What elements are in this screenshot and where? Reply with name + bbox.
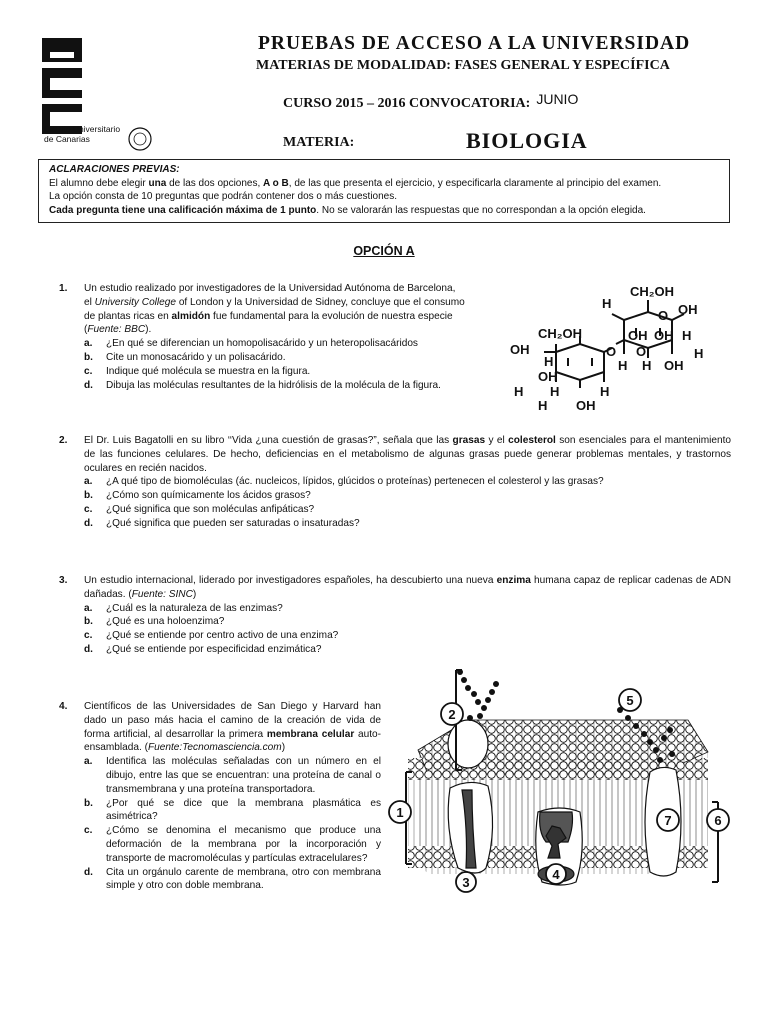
q1-text-line-1: Un estudio realizado por investigadores de la Universidad Autónoma de Barcelona, (84, 283, 456, 294)
course-label: CURSO 2015 – 2016 CONVOCATORIA: (283, 96, 531, 111)
course-line (283, 91, 579, 112)
q3-text: Un estudio internacional, liderado por investigadores españoles, ha descubierto una nueva enzima humana capaz de replicar cadenas de ADN dañadas. (Fuente: SINC) (84, 575, 731, 600)
molecule-label: H (514, 384, 524, 399)
molecule-label: H (694, 346, 704, 361)
molecule-label: H (602, 296, 612, 311)
seal-icon (129, 128, 151, 150)
molecule-label: OH (678, 302, 698, 317)
question-4 (59, 700, 381, 893)
q1-item-c: c. Indique qué molécula se muestra en la figura. (84, 365, 311, 377)
molecule-label: H (538, 398, 548, 413)
duc-logo (40, 38, 160, 158)
membrane-label-4: 4 (552, 867, 560, 882)
molecule-label: H (600, 384, 610, 399)
q1-text-line-2: el University College of London y la Universidad de Sidney, concluye que el consumo (84, 296, 465, 308)
notes-line-1: El alumno debe elegir una de las dos opciones, A o B, de las que presenta el ejercicio, y especificarla claramente al principio del examen. (49, 177, 662, 189)
molecule-label: H (550, 384, 560, 399)
molecule-label: O (606, 344, 617, 359)
materia-label: MATERIA: (283, 135, 355, 150)
membrane-label-3: 3 (462, 875, 470, 890)
membrane-label-1: 1 (396, 805, 404, 820)
disaccharide-figure (506, 278, 728, 418)
molecule-label: H (682, 328, 692, 343)
q3-item-d: d. ¿Qué se entiende por especificidad enzimática? (84, 643, 322, 655)
question-3 (59, 574, 731, 657)
q3-item-c: c. ¿Qué se entiende por centro activo de una enzima? (84, 630, 339, 642)
convocatoria-value: JUNIO (536, 91, 579, 107)
q2-item-a: a. ¿A qué tipo de biomoléculas (ác. nucleicos, lípidos, glúcidos o proteínas) pertenecen el colesterol y las grasas? (84, 476, 604, 488)
molecule-label: OH (664, 358, 684, 373)
option-a-title: OPCIÓN A (353, 244, 415, 258)
q4-item-d: d. Cita un orgánulo carente de membrana, otro con membrana simple y otro con doble membrana. (84, 866, 381, 892)
exam-subtitle: MATERIAS DE MODALIDAD: FASES GENERAL Y ESPECÍFICA (256, 58, 670, 73)
q2-item-d: d. ¿Qué significa que pueden ser saturadas o insaturadas? (84, 517, 360, 529)
q4-text: Científicos de las Universidades de San Diego y Harvard han dado un paso más hacia el camino de la creación de vida de forma artificial, al desarrollar la primera membrana celular auto-ensamblada. (Fuente:Tecnomasciencia.com) (84, 701, 382, 754)
molecule-label: OH (538, 369, 558, 384)
q2-text: El Dr. Luis Bagatolli en su libro ‘‘Vida ¿una cuestión de grasas?”, señala que las grasas y el colesterol son esenciales para el mantenimiento de las funciones celulares. De hecho, deficiencias en el metabolismo de algunas grasas puede generar problemas mentales, y trastornos oculares en recién nacidos. (84, 435, 731, 474)
logo-subtitle-2: de Canarias (44, 134, 90, 144)
notes-line-3: Cada pregunta tiene una calificación máxima de 1 punto. No se valorarán las respuestas que no correspondan a la opción elegida. (49, 204, 646, 216)
exam-title: PRUEBAS DE ACCESO A LA UNIVERSIDAD (258, 33, 691, 54)
molecule-label: H (544, 354, 554, 369)
q4-item-a: a. Identifica las moléculas señaladas con un número en el dibujo, entre las que se encuentran: una proteína de canal o transmembrana y una proteína transportadora. (84, 756, 381, 795)
materia-value: BIOLOGIA (466, 128, 588, 153)
membrane-label-2: 2 (448, 707, 456, 722)
cell-membrane-figure (388, 662, 736, 894)
q1-text-line-4: (Fuente: BBC). (84, 324, 152, 336)
q2-item-c: c. ¿Qué significa que son moléculas anfipáticas? (84, 503, 315, 515)
question-number: 2. (59, 435, 68, 446)
q1-item-b: b. Cite un monosacárido y un polisacárido. (84, 351, 286, 363)
membrane-label-6: 6 (714, 813, 722, 828)
question-number: 1. (59, 283, 68, 294)
notes-title: ACLARACIONES PREVIAS: (49, 164, 180, 175)
q2-item-b: b. ¿Cómo son químicamente los ácidos grasos? (84, 490, 311, 502)
q3-item-a: a. ¿Cuál es la naturaleza de las enzimas? (84, 602, 283, 614)
q4-item-c: c. ¿Cómo se denomina el mecanismo que produce una deformación de la membrana por la incorporación y transporte de macromoléculas y partículas extracelulares? (84, 825, 381, 864)
molecule-label: CH₂OH (538, 326, 583, 341)
notes-line-2: La opción consta de 10 preguntas que podrán contener dos o más cuestiones. (49, 191, 398, 203)
molecule-label: OH (628, 328, 648, 343)
logo-subtitle-1: Distrito Universitario (44, 124, 121, 134)
molecule-label: H (642, 358, 652, 373)
q1-item-d: d. Dibuja las moléculas resultantes de la hidrólisis de la molécula de la figura. (84, 379, 441, 391)
molecule-label: H (618, 358, 628, 373)
question-number: 3. (59, 575, 68, 586)
molecule-label: OH (654, 328, 674, 343)
preliminary-notes-box (38, 159, 730, 223)
membrane-label-7: 7 (664, 813, 672, 828)
molecule-label: OH (576, 398, 596, 413)
question-2 (59, 434, 731, 531)
question-1 (59, 282, 489, 402)
question-number: 4. (59, 701, 68, 712)
molecule-label: O (658, 308, 669, 323)
membrane-label-5: 5 (626, 693, 634, 708)
molecule-label: O (636, 344, 647, 359)
molecule-label: OH (510, 342, 530, 357)
molecule-label: CH₂OH (630, 284, 675, 299)
q1-item-a: a. ¿En qué se diferencian un homopolisacárido y un heteropolisacáridos (84, 338, 418, 350)
q3-item-b: b. ¿Qué es una holoenzima? (84, 616, 225, 628)
q1-text-line-3: de plantas ricas en almidón fue fundamental para la evolución de nuestra especie (84, 310, 453, 322)
q4-item-b: b. ¿Por qué se dice que la membrana plasmática es asimétrica? (84, 797, 381, 823)
